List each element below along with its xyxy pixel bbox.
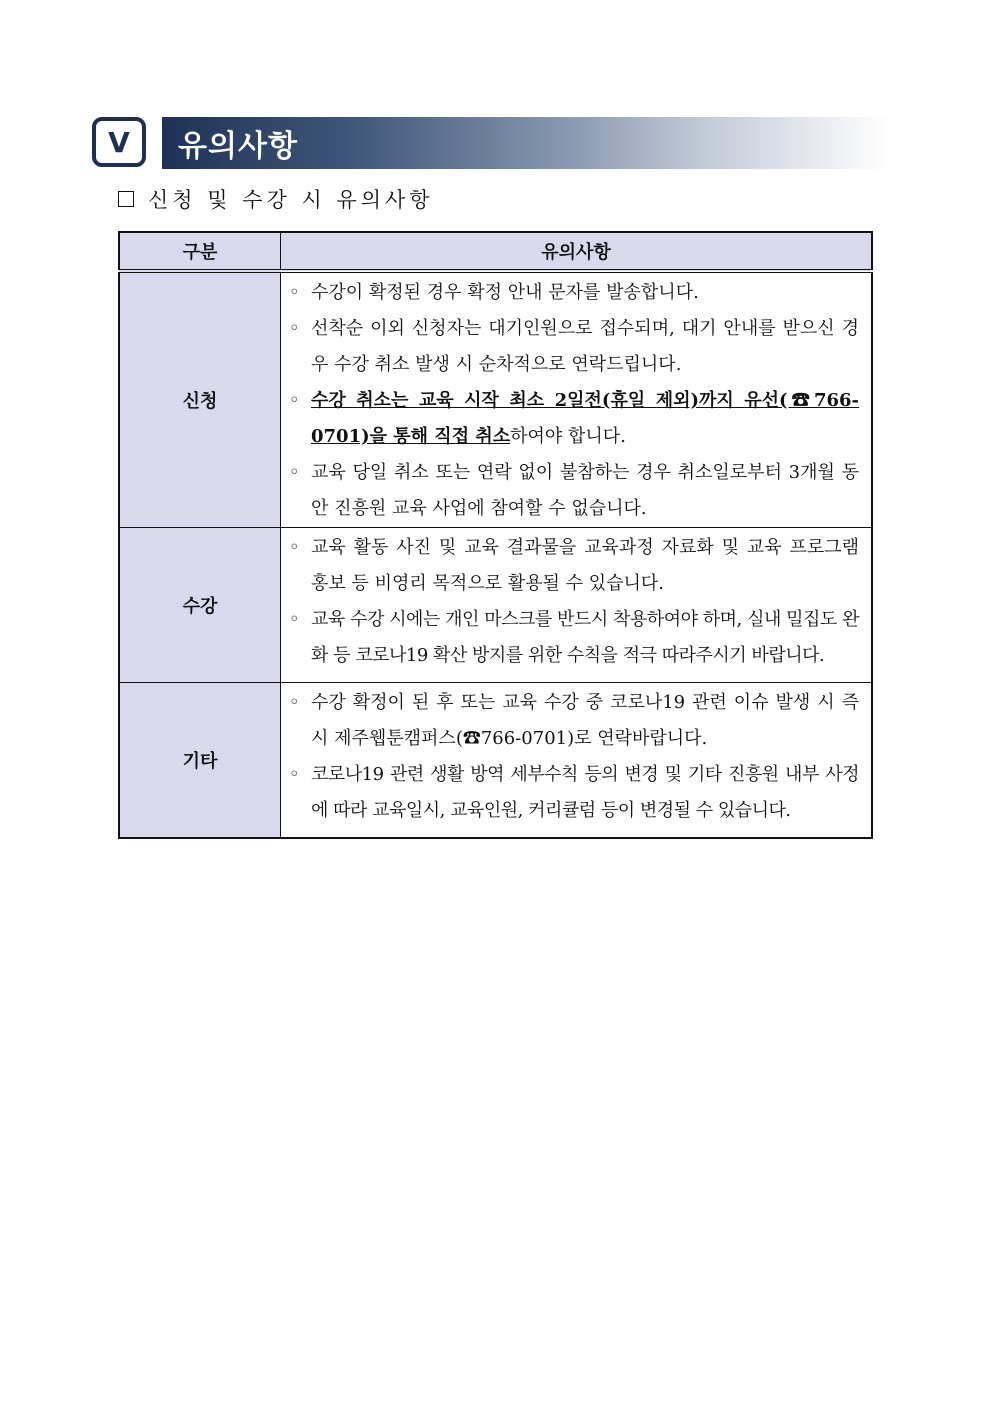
table-row	[119, 528, 872, 683]
header-category: 구분	[119, 232, 281, 271]
list-item: ◦ 수강 취소는 교육 시작 최소 2일전(휴일 제외)까지 유선(☎766-0701)을 통해 직접 취소하여야 합니다.	[289, 383, 859, 455]
list-item: ◦ 교육 수강 시에는 개인 마스크를 반드시 착용하여야 하며, 실내 밀집도 완화 등 코로나19 확산 방지를 위한 수칙을 적극 따라주시기 바랍니다.	[289, 602, 859, 674]
row-category: 신청	[119, 271, 281, 528]
checkbox-icon	[118, 191, 134, 207]
subheading	[118, 184, 434, 214]
row-items	[281, 271, 873, 528]
row-items	[281, 683, 873, 838]
table-header-row	[119, 232, 872, 271]
subheading-text: 신청 및 수강 시 유의사항	[148, 188, 434, 212]
section-header	[92, 117, 892, 171]
section-number-badge: V	[92, 117, 146, 167]
table-row	[119, 683, 872, 838]
list-item: ◦ 교육 당일 취소 또는 연락 없이 불참하는 경우 취소일로부터 3개월 동안 진흥원 교육 사업에 참여할 수 없습니다.	[289, 455, 859, 527]
notes-table	[118, 231, 873, 839]
emphasis-text: 수강 취소는 교육 시작 최소 2일전(휴일 제외)까지 유선(☎766-0701)을 통해 직접 취소	[311, 390, 859, 447]
list-item: ◦ 선착순 이외 신청자는 대기인원으로 접수되며, 대기 안내를 받으신 경우 수강 취소 발생 시 순차적으로 연락드립니다.	[289, 311, 859, 383]
list-item: ◦ 코로나19 관련 생활 방역 세부수칙 등의 변경 및 기타 진흥원 내부 사정에 따라 교육일시, 교육인원, 커리큘럼 등이 변경될 수 있습니다.	[289, 757, 859, 829]
list-item: ◦ 수강이 확정된 경우 확정 안내 문자를 발송합니다.	[289, 275, 859, 311]
section-title: 유의사항	[162, 117, 892, 169]
row-items	[281, 528, 873, 683]
table-row	[119, 271, 872, 528]
header-notes: 유의사항	[281, 232, 873, 271]
list-item: ◦ 수강 확정이 된 후 또는 교육 수강 중 코로나19 관련 이슈 발생 시 즉시 제주웹툰캠퍼스(☎766-0701)로 연락바랍니다.	[289, 685, 859, 757]
list-item: ◦ 교육 활동 사진 및 교육 결과물을 교육과정 자료화 및 교육 프로그램 홍보 등 비영리 목적으로 활용될 수 있습니다.	[289, 530, 859, 602]
row-category: 수강	[119, 528, 281, 683]
row-category: 기타	[119, 683, 281, 838]
